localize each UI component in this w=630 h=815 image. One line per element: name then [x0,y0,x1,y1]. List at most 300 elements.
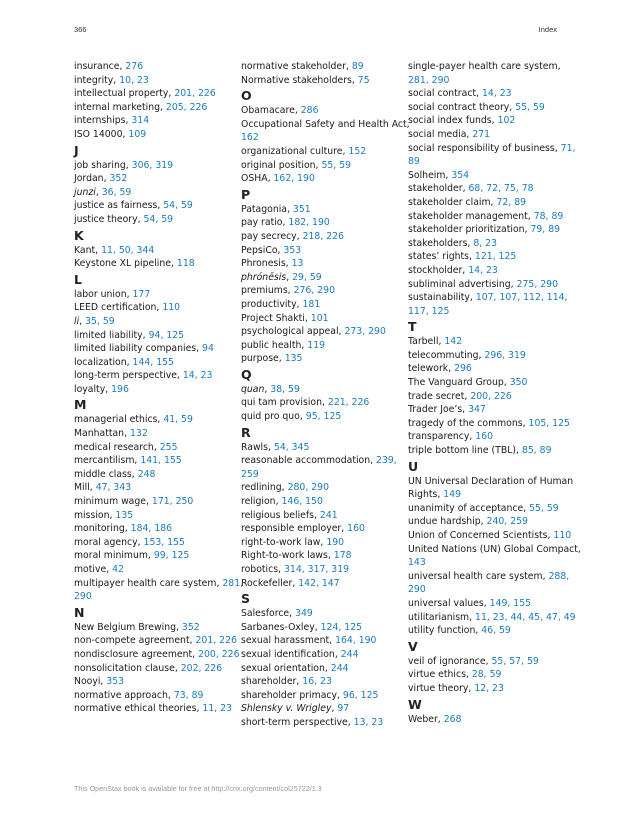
index-page-links[interactable]: 182, 190 [288,217,330,229]
index-term: Normative stakeholders, [241,74,358,86]
index-term: PepsiCo, [241,244,284,256]
index-page-links[interactable]: 89 [351,61,364,72]
index-page-links[interactable]: 54, 59 [143,213,174,225]
index-page-links[interactable]: 11, 50, 344 [101,244,155,256]
index-term: triple bottom line (TBL), [408,445,522,457]
index-page-links[interactable]: 99, 125 [153,550,190,562]
index-entry [241,536,416,550]
index-page-links[interactable]: 347 [468,404,486,416]
index-term: job sharing, [74,159,132,171]
index-page-links[interactable]: 202, 226 [180,662,223,674]
index-page-links[interactable]: 36, 59 [101,186,132,198]
index-page-links[interactable]: 135 [284,353,303,365]
index-page-links[interactable]: 271 [472,128,491,140]
index-page-links[interactable]: 96, 125 [342,689,379,701]
index-entry [408,101,583,115]
index-term: Salesforce, [241,608,296,620]
index-page-links[interactable]: 41, 59 [163,414,193,426]
index-page-links[interactable]: 162 [241,132,259,144]
index-page-links[interactable]: 94, 125 [148,329,185,341]
index-page-links[interactable]: 42 [112,564,124,575]
index-page-links[interactable]: 241 [319,509,338,521]
index-term: right-to-work law, [241,536,327,548]
index-term: Nooyi, [74,676,107,688]
index-term: phrónēsis [241,271,287,283]
index-page-links[interactable]: 200, 226 [198,648,240,660]
index-page-links[interactable]: 288, 290 [408,570,570,596]
index-page-links[interactable]: 97 [337,703,350,715]
index-page-links[interactable]: 124, 125 [320,621,363,633]
index-page-links[interactable]: 141, 155 [140,455,182,467]
index-page-links[interactable]: 221, 226 [327,397,370,409]
index-entry [408,169,583,183]
index-term: justice theory, [74,213,144,225]
index-page-links[interactable]: 162, 190 [273,173,315,185]
index-page-links[interactable]: 196 [111,383,129,395]
index-entry [241,118,416,145]
index-term: religion, [241,496,282,508]
index-letter-heading: R [241,424,251,440]
index-term: telecommuting, [408,349,485,361]
index-page-links[interactable]: 95, 125 [305,411,342,423]
index-entry [241,60,416,74]
index-entry [241,203,416,217]
index-entry [74,468,249,482]
index-page-links[interactable]: 273, 290 [344,326,386,338]
index-term: Solheim, [408,169,452,181]
index-entry [241,634,416,648]
index-page-links[interactable]: 190 [326,536,345,548]
index-page-links[interactable]: 29, 59 [292,271,322,283]
index-entry [241,563,416,577]
index-page-links[interactable]: 160 [347,523,365,535]
index-page-links[interactable]: 351 [292,203,311,215]
index-page-links[interactable]: 146, 150 [281,496,323,508]
index-entry [74,549,249,563]
index-entry [241,104,416,118]
index-page-links[interactable]: 275, 290 [516,278,558,290]
index-entry [241,495,416,509]
index-page-links[interactable]: 200, 226 [470,390,512,402]
index-entry [241,383,416,397]
index-entry [408,417,583,431]
index-page-links[interactable]: 205, 226 [165,101,208,113]
index-entry [408,444,583,458]
index-entry [408,196,583,210]
index-entry [241,352,416,366]
index-term: LEED certification, [74,302,163,314]
index-entry [74,315,249,329]
index-page-links[interactable]: 79, 89 [530,224,561,236]
index-page-links[interactable]: 85, 89 [521,445,552,457]
index-term: Union of Concerned Scientists, [408,530,554,541]
index-entry [74,199,249,213]
index-page-links[interactable]: 164, 190 [335,635,377,647]
index-letter-heading: P [241,186,251,202]
index-entry [241,410,416,424]
index-page-links[interactable]: 105, 125 [528,417,570,429]
index-entry [74,634,249,648]
index-page-links[interactable]: 110 [162,302,181,314]
index-page-links[interactable]: 11, 23, 44, 45, 47, 49 [475,611,576,623]
index-term: stakeholder claim, [408,196,497,208]
index-term: stakeholder, [408,183,469,195]
index-term: utility function, [408,625,482,637]
index-term: insurance, [74,61,126,72]
index-page-links[interactable]: 280, 290 [287,482,329,494]
index-term: Phronesis, [241,258,292,270]
index-page-links[interactable]: 349 [295,608,313,620]
index-term: tragedy of the commons, [408,417,529,429]
index-term: justice as fairness, [74,200,164,212]
index-term: virtue ethics, [408,669,472,681]
index-term: psychological appeal, [241,326,345,338]
index-page-links[interactable]: 118 [176,258,195,270]
index-term: social contract, [408,88,482,100]
index-page-links[interactable]: 73, 89 [173,689,204,701]
index-entry [74,702,249,716]
index-term: transparency, [408,431,476,443]
index-entry [241,577,416,591]
index-term: states’ rights, [408,251,475,263]
index-page-links[interactable]: 144, 155 [132,356,174,368]
index-page-links[interactable]: 143 [408,557,426,569]
index-entry [74,342,249,356]
index-term: normative ethical theories, [74,703,203,715]
index-entry [241,271,416,285]
index-term: junzi [74,186,96,198]
index-separator: , [79,315,86,327]
index-page-links[interactable]: 352 [181,621,200,633]
index-page-links[interactable]: 296 [454,363,472,375]
index-letter-heading: M [74,397,87,413]
index-letter-heading: N [74,604,85,620]
index-term: ISO 14000, [74,128,129,140]
index-letter-heading: L [74,271,82,287]
index-term: loyalty, [74,383,112,395]
index-term: OSHA, [241,173,274,185]
index-page-links[interactable]: 306, 319 [131,159,174,171]
index-page-links[interactable]: 281, 290 [408,74,450,86]
index-entry [241,325,416,339]
index-term: virtue theory, [408,682,475,694]
index-page-links[interactable]: 314, 317, 319 [284,564,350,575]
index-entry [241,74,416,88]
index-entry [408,60,583,87]
index-page-links[interactable]: 78, 89 [533,210,564,222]
index-entry [74,522,249,536]
index-term: internal marketing, [74,101,166,113]
index-term: intellectual property, [74,88,175,100]
index-term: pay ratio, [241,217,289,229]
index-entry [74,356,249,370]
index-page-links[interactable]: 248 [137,468,156,480]
index-term: Jordan, [74,173,110,185]
index-entry [241,159,416,173]
index-page-links[interactable]: 46, 59 [481,625,511,637]
index-page-links[interactable]: 94 [202,343,214,355]
index-page-links[interactable]: 14, 23 [182,370,213,382]
index-entry [241,509,416,523]
index-entry [241,145,416,159]
index-entry [74,244,249,258]
index-term: undue hardship, [408,516,487,528]
index-page-links[interactable]: 255 [159,441,178,453]
index-entry [408,624,583,638]
index-page-links[interactable]: 184, 186 [130,523,173,535]
index-entry [241,172,416,186]
index-entry [408,362,583,376]
index-term: utilitarianism, [408,611,476,623]
index-term: stockholder, [408,264,469,276]
index-term: managerial ethics, [74,414,164,426]
index-page-links[interactable]: 160 [475,431,494,443]
index-page-links[interactable]: 276, 290 [293,285,335,297]
index-term: unanimity of acceptance, [408,502,530,514]
index-entry [74,383,249,397]
index-entry [74,621,249,635]
index-term: social media, [408,128,473,140]
index-term: Project Shakti, [241,312,311,324]
index-term: telework, [408,363,455,375]
index-term: minimum wage, [74,496,152,508]
index-entry [241,675,416,689]
index-term: robotics, [241,564,284,575]
index-separator: , [286,271,293,283]
index-entry [74,301,249,315]
index-entry [408,668,583,682]
index-column-2 [241,60,416,730]
index-page-links[interactable]: 268 [443,713,462,725]
index-entry [241,312,416,326]
index-term: public health, [241,339,308,351]
index-entry [241,230,416,244]
index-page-links[interactable]: 35, 59 [85,315,115,327]
index-letter-heading: V [408,638,418,654]
index-entry [74,577,249,604]
index-page-links[interactable]: 13 [291,258,304,270]
index-page-links[interactable]: 239, 259 [241,455,397,480]
index-term: premiums, [241,285,294,297]
index-entry [241,689,416,703]
index-term: limited liability companies, [74,343,203,355]
index-entry [74,329,249,343]
index-term: labor union, [74,288,133,300]
index-term: organizational culture, [241,145,349,157]
index-entry [408,376,583,390]
index-entry [408,570,583,597]
index-term: religious beliefs, [241,509,320,521]
index-term: Mill, [74,482,96,494]
index-term: moral minimum, [74,550,154,562]
index-entry [241,702,416,716]
index-separator: , [95,186,102,198]
index-page-links[interactable]: 354 [451,169,470,181]
index-page-links[interactable]: 55, 57, 59 [491,655,539,667]
index-page-links[interactable]: 314 [131,115,150,127]
index-term: productivity, [241,298,303,310]
index-entry [408,250,583,264]
page-number: 366 [74,25,87,34]
index-entry [74,213,249,227]
index-term: shareholder primacy, [241,689,343,701]
index-entry [241,454,416,481]
index-page-links[interactable]: 352 [109,173,128,185]
index-page-links[interactable]: 14, 23 [482,88,512,100]
index-page-links[interactable]: 240, 259 [486,516,528,528]
index-page-links[interactable]: 177 [132,288,151,300]
index-entry [74,159,249,173]
index-entry [241,298,416,312]
index-page-links[interactable]: 201, 226 [174,88,216,100]
index-entry [74,413,249,427]
index-term: short-term perspective, [241,716,354,728]
index-page-links[interactable]: 10, 23 [119,74,149,86]
index-page-links[interactable]: 38, 59 [270,383,300,395]
index-page-links[interactable]: 75 [357,74,370,86]
index-term: social responsibility of business, [408,142,561,154]
index-entry [408,682,583,696]
index-term: limited liability, [74,329,149,341]
index-entry [408,529,583,543]
index-term: responsible employer, [241,523,348,535]
index-entry [408,291,583,318]
index-letter-heading: T [408,319,417,335]
index-page-links[interactable]: 107, 107, 112, 114, 117, 125 [408,292,568,317]
index-term: localization, [74,356,133,368]
index-term: Rockefeller, [241,577,299,589]
index-entry [241,607,416,621]
index-page-links[interactable]: 55, 59 [515,101,545,113]
index-entry [74,689,249,703]
index-term: mercantilism, [74,455,141,467]
index-term: motive, [74,564,113,575]
index-entry [74,60,249,74]
index-page-links[interactable]: 142, 147 [298,577,340,589]
index-term: internships, [74,115,132,127]
index-term: middle class, [74,468,138,480]
index-term: reasonable accommodation, [241,455,377,467]
index-term: non-compete agreement, [74,635,196,647]
index-term: trade secret, [408,390,471,402]
index-entry [408,264,583,278]
index-page-links[interactable]: 72, 89 [496,196,527,208]
index-term: redlining, [241,482,288,494]
index-page-links[interactable]: 54, 59 [163,200,193,212]
index-page-links[interactable]: 12, 23 [474,682,504,694]
index-page-links[interactable]: 110 [553,530,572,541]
index-page-links[interactable]: 276 [125,61,144,72]
index-page-links[interactable]: 152 [348,145,367,157]
index-entry [408,223,583,237]
index-term: single-payer health care system, [408,61,561,72]
index-page-links[interactable]: 142 [444,336,463,348]
index-term: normative stakeholder, [241,61,352,72]
index-term: Trader Joe’s, [408,404,469,416]
index-entry [408,390,583,404]
index-term: Shlensky v. Wrigley [241,703,332,715]
index-page-links[interactable]: 13, 23 [353,716,384,728]
index-page-links[interactable]: 296, 319 [484,349,526,361]
index-page-links[interactable]: 132 [130,428,148,440]
index-page-links[interactable]: 286 [300,105,319,117]
index-page-links[interactable]: 244 [330,662,349,674]
index-entry [74,114,249,128]
index-term: monitoring, [74,523,131,535]
index-page-links[interactable]: 14, 23 [468,264,498,276]
index-entry [408,403,583,417]
index-page-links[interactable]: 109 [128,128,147,140]
index-page-links[interactable]: 353 [106,676,125,688]
index-entry [74,427,249,441]
index-entry [74,454,249,468]
index-page-links[interactable]: 71, 89 [408,142,576,168]
index-entry [408,655,583,669]
index-term: normative approach, [74,689,174,701]
index-page-links[interactable]: 244 [340,648,359,660]
index-page-links[interactable]: 149, 155 [489,597,532,609]
index-page-links[interactable]: 11, 23 [202,703,232,715]
index-term: UN Universal Declaration of Human Rights, [408,475,574,501]
running-header: Index [538,25,557,34]
index-term: The Vanguard Group, [408,377,510,389]
index-entry [408,543,583,570]
index-entry [74,675,249,689]
index-page-links[interactable]: 353 [283,244,302,256]
index-term: Rawls, [241,441,274,453]
index-page-links[interactable]: 149 [443,489,461,501]
index-page-links[interactable]: 153, 155 [143,536,185,548]
index-page-links[interactable]: 8, 23 [473,237,497,249]
index-term: medical research, [74,441,160,453]
index-entry [241,257,416,271]
index-page-links[interactable]: 201, 226 [195,635,237,647]
index-page-links[interactable]: 281, 290 [74,577,244,603]
index-term: mission, [74,509,116,521]
index-entry [74,101,249,115]
index-page-links[interactable]: 218, 226 [302,230,344,242]
index-page-links[interactable]: 55, 59 [529,502,559,514]
index-term: Occupational Safety and Health Act, [241,118,410,130]
index-page-links[interactable]: 102 [497,115,516,127]
index-term: United Nations (UN) Global Compact, [408,543,581,555]
index-page-links[interactable]: 54, 345 [273,441,310,453]
index-term: social index funds, [408,115,498,127]
index-entry [241,549,416,563]
index-term: original position, [241,159,322,171]
index-page-links[interactable]: 181 [302,298,321,310]
index-term: nonsolicitation clause, [74,662,181,674]
index-entry [241,716,416,730]
index-page-links[interactable]: 68, 72, 75, 78 [468,183,534,195]
index-page-links[interactable]: 171, 250 [151,496,194,508]
index-term: moral agency, [74,536,144,548]
index-term: Weber, [408,713,444,725]
index-page-links[interactable]: 101 [310,312,329,324]
index-page-links[interactable]: 16, 23 [302,676,332,688]
index-page-links[interactable]: 350 [509,377,528,389]
index-page-links[interactable]: 119 [307,339,326,351]
index-entry [74,128,249,142]
index-page-links[interactable]: 178 [333,550,352,562]
index-page-links[interactable]: 135 [115,509,134,521]
index-page-links[interactable]: 47, 343 [95,482,132,494]
index-entry [74,74,249,88]
index-page-links[interactable]: 121, 125 [474,251,517,263]
index-page-links[interactable]: 28, 59 [471,669,502,681]
index-page-links[interactable]: 55, 59 [321,159,352,171]
index-entry [408,114,583,128]
